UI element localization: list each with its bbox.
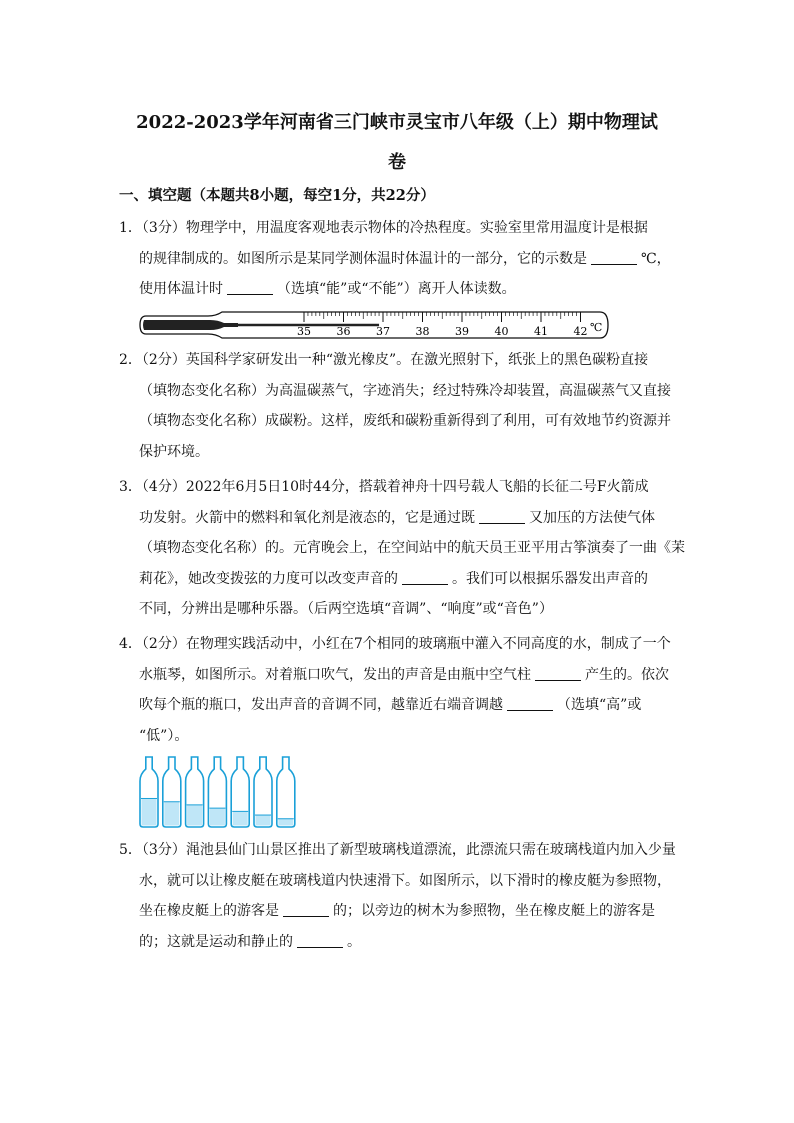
water-bottle: [208, 757, 226, 827]
section-heading: 一、填空题（本题共8小题，每空1分，共22分）: [119, 187, 435, 204]
bottle-outline: [277, 757, 295, 827]
title-line-1: 2022-2023学年河南省三门峡市灵宝市八年级（上）期中物理试: [136, 112, 658, 133]
water-fill: [142, 798, 157, 825]
scale-label: 39: [455, 325, 469, 338]
water-bottle: [231, 757, 249, 827]
scale-label: 42: [573, 325, 588, 338]
scale-label: 38: [415, 325, 430, 338]
answer-blank[interactable]: [297, 931, 343, 948]
water-fill: [187, 805, 202, 826]
water-bottle: [163, 757, 181, 827]
answer-blank[interactable]: [591, 248, 637, 265]
question-5: 5．（3分）渑池县仙门山景区推出了新型玻璃栈道漂流，此漂流只需在玻璃栈道内加入少量 水，就可以让橡皮艇在玻璃栈道内快速滑下。如图所示，以下滑时的橡皮艇为参照物， 坐在橡皮艇上的游客是 的；以旁边的树木为参照物，坐在橡皮艇上的游客是 的；这就是运动和静止的 。: [119, 842, 676, 950]
question-4: 4．（2分）在物理实践活动中，小红在7个相同的玻璃瓶中灌入不同高度的水，制成了一个 水瓶琴，如图所示。对着瓶口吹气，发出的声音是由瓶中空气柱 产生的。依次 吹每个瓶的瓶口，发出声音的音调不同，越靠近右端音调越 （选填“高”或 “低”）。: [119, 636, 671, 744]
scale-label: 37: [376, 325, 390, 338]
question-number: 1．: [119, 220, 142, 236]
water-bottle: [254, 757, 272, 827]
water-fill: [278, 819, 293, 826]
question-3: 3．（4分）2022年6月5日10时44分，搭载着神舟十四号载人飞船的长征二号F火箭成 功发射。火箭中的燃料和氧化剂是液态的，它是通过既 又加压的方法使气体 （填物态变化名称）的。元宵晚会上，在空间站中的航天员王亚平用古筝演奏了一曲《茉 莉花》，她改变拨弦的力度可以改变声音的 。我们可以根据乐器发出声音的 不同，分辨出是哪种乐器。（后两空选填“音调”、“响度”或“音色”）: [119, 479, 685, 617]
scale-label: 35: [297, 325, 311, 338]
water-fill: [256, 815, 271, 825]
water-fill: [233, 811, 248, 825]
answer-blank[interactable]: [283, 900, 329, 917]
water-bottles-figure: [136, 755, 306, 830]
answer-blank[interactable]: [227, 278, 273, 295]
scale-label: 36: [336, 325, 351, 338]
answer-blank[interactable]: [507, 694, 553, 711]
question-1: 1．（3分）物理学中，用温度客观地表示物体的冷热程度。实验室里常用温度计是根据 的规律制成的。如图所示是某同学测体温时体温计的一部分，它的示数是 ℃， 使用体温计时 （选填“能”或“不能”）离开人体读数。: [119, 220, 671, 297]
answer-blank[interactable]: [535, 664, 581, 681]
thermometer-unit: ℃: [590, 321, 603, 334]
water-bottle: [277, 757, 295, 827]
question-2: 2．（2分）英国科学家研发出一种“激光橡皮”。在激光照射下，纸张上的黑色碳粉直接 （填物态变化名称）为高温碳蒸气，字迹消失；经过特殊冷却装置，高温碳蒸气又直接 （填物态变化名称）成碳粉。这样，废纸和碳粉重新得到了利用，可有效地节约资源并 保护环境。: [119, 352, 671, 460]
scale-label: 41: [534, 325, 548, 338]
answer-blank[interactable]: [402, 568, 448, 585]
thermometer-figure: [138, 308, 610, 342]
title-line-2: 卷: [388, 152, 406, 173]
water-bottle: [140, 757, 158, 827]
water-fill: [164, 802, 179, 826]
water-fill: [210, 808, 225, 825]
page-title: [100, 103, 694, 183]
scale-label: 40: [494, 325, 509, 338]
answer-blank[interactable]: [479, 507, 525, 524]
water-bottle: [186, 757, 204, 827]
